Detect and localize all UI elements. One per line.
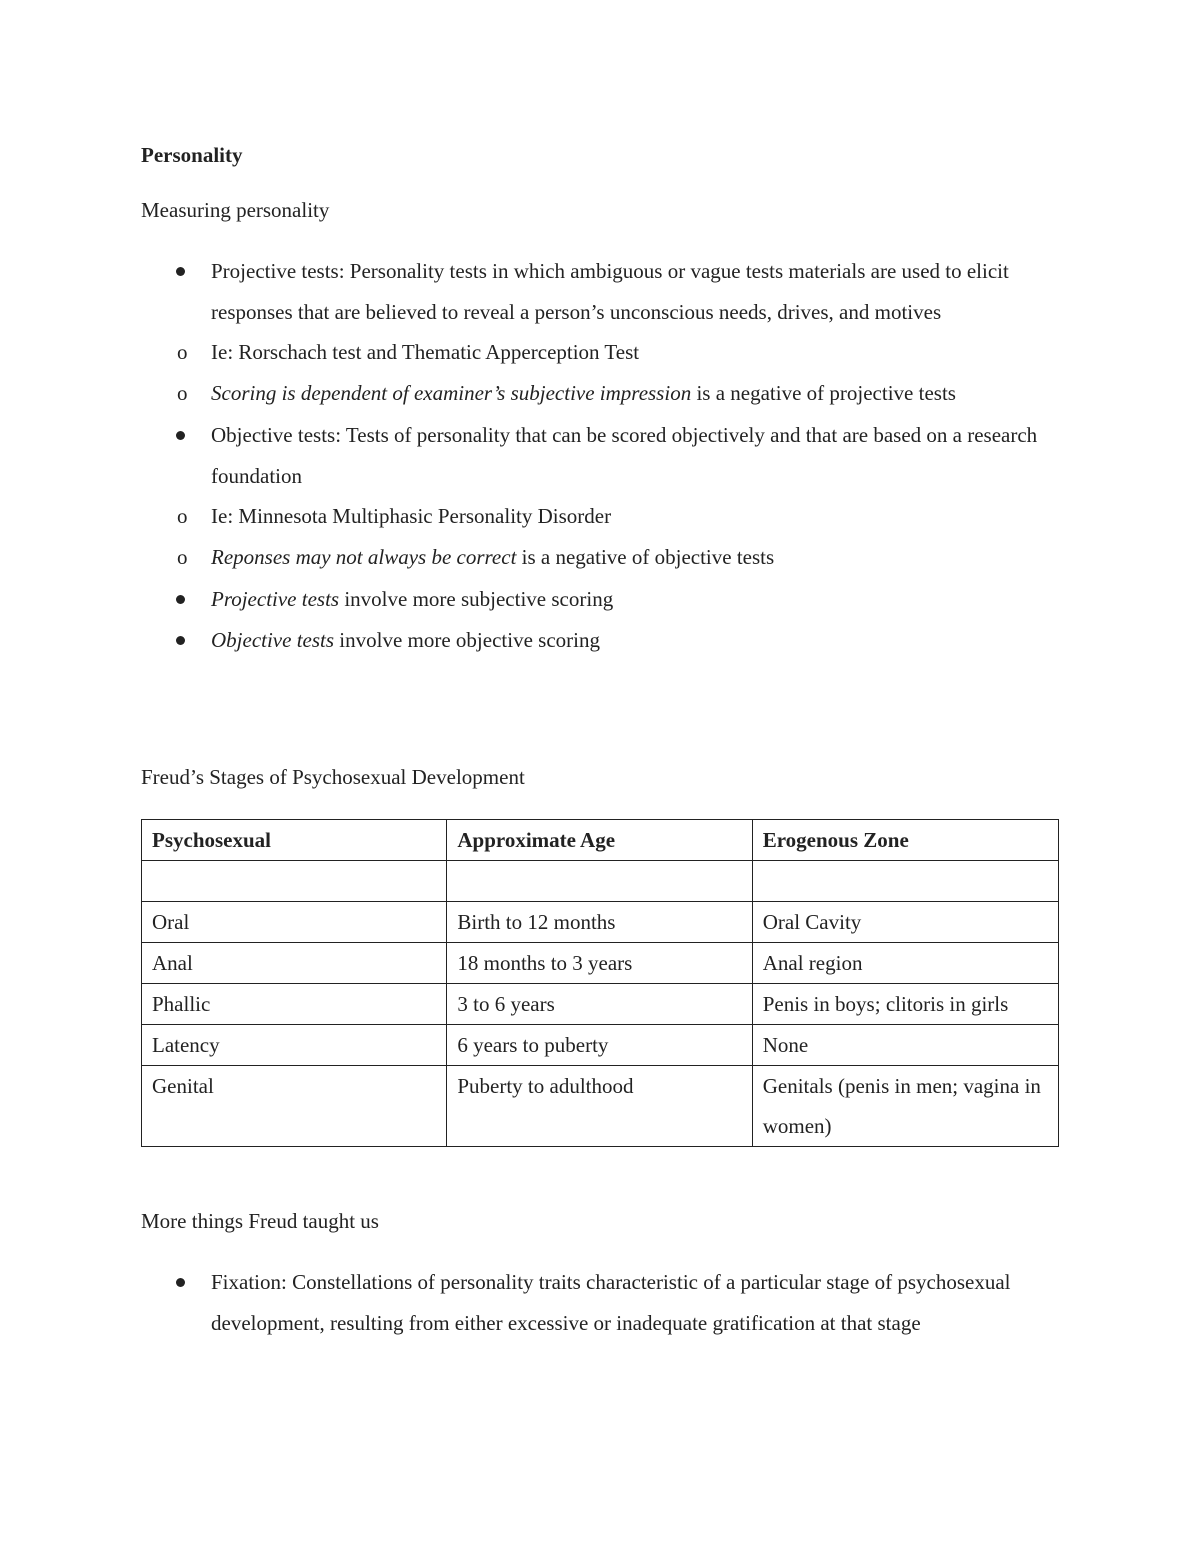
bullet-text: involve more objective scoring (334, 627, 600, 652)
table-cell: 3 to 6 years (447, 984, 752, 1025)
sub-list-item (141, 537, 1061, 578)
table-cell: Genitals (penis in men; vagina in women) (752, 1066, 1058, 1147)
list-item (141, 620, 1061, 661)
bullet-italic: Objective tests (211, 627, 335, 652)
column-header: Approximate Age (447, 820, 752, 861)
sub-list-item (141, 332, 1061, 373)
sub-list-item (141, 373, 1061, 414)
table-cell: Puberty to adulthood (447, 1066, 752, 1147)
table-cell: Penis in boys; clitoris in girls (752, 984, 1058, 1025)
bullet-text: involve more subjective scoring (339, 587, 614, 611)
list-item (141, 251, 1061, 413)
column-header: Erogenous Zone (752, 820, 1058, 861)
measuring-list (141, 251, 1061, 660)
sub-bullet-text: Ie: Rorschach test and Thematic Apperception Test (211, 340, 640, 364)
table-cell: Latency (142, 1025, 447, 1066)
table-cell: 6 years to puberty (447, 1025, 752, 1066)
bullet-text: Projective tests: Personality tests in which ambiguous or vague tests materials are used to elicit responses that are believed to reveal a person’s unconscious needs, drives, and motives (211, 259, 1009, 324)
bullet-text: Objective tests: Tests of personality that can be scored objectively and that are based on a research foundation (211, 423, 1038, 488)
table-header-row (142, 820, 1059, 861)
table-cell (142, 861, 447, 902)
column-header: Psychosexual (142, 820, 447, 861)
table-cell: Phallic (142, 984, 447, 1025)
table-cell (447, 861, 752, 902)
bullet-text: Fixation: Constellations of personality traits characteristic of a particular stage of psychosexual development, resulting from either excessive or inadequate gratification at that stage (211, 1270, 1011, 1335)
bullet-icon (176, 431, 185, 440)
table-cell: Oral (142, 902, 447, 943)
table-row (142, 943, 1059, 984)
bullet-icon (176, 267, 185, 276)
table-cell (752, 861, 1058, 902)
bullet-icon (176, 595, 185, 604)
table-row (142, 1025, 1059, 1066)
circle-bullet-icon: o (177, 504, 188, 528)
bullet-icon (176, 1278, 185, 1287)
bullet-icon (176, 636, 185, 645)
table-cell: 18 months to 3 years (447, 943, 752, 984)
table-cell: Anal (142, 943, 447, 984)
circle-bullet-icon: o (177, 544, 188, 569)
page-title: Personality (141, 143, 243, 167)
sub-bullet-text: is a negative of projective tests (691, 380, 956, 405)
sub-bullet-italic: Reponses may not always be correct (211, 544, 517, 569)
freud-list (141, 1262, 1061, 1343)
table-cell: Birth to 12 months (447, 902, 752, 943)
table-row (142, 902, 1059, 943)
section-heading-freud-stages: Freud’s Stages of Psychosexual Development (141, 765, 525, 789)
table-cell: Genital (142, 1066, 447, 1147)
table-row (142, 984, 1059, 1025)
sub-bullet-text: is a negative of objective tests (516, 544, 775, 569)
table-cell: None (752, 1025, 1058, 1066)
sub-bullet-italic: Scoring is dependent of examiner’s subjective impression (211, 380, 692, 405)
circle-bullet-icon: o (177, 340, 188, 364)
sub-bullet-text: Ie: Minnesota Multiphasic Personality Disorder (211, 504, 612, 528)
table-row (142, 861, 1059, 902)
section-heading-more-freud: More things Freud taught us (141, 1209, 379, 1233)
list-item (141, 1262, 1061, 1343)
psychosexual-stages-table (141, 819, 1059, 1147)
circle-bullet-icon: o (177, 380, 188, 405)
table-row (142, 1066, 1059, 1147)
section-heading-measuring: Measuring personality (141, 198, 330, 222)
list-item (141, 579, 1061, 620)
sub-list-item (141, 496, 1061, 537)
list-item (141, 415, 1061, 577)
table-cell: Anal region (752, 943, 1058, 984)
table-cell: Oral Cavity (752, 902, 1058, 943)
bullet-italic: Projective tests (211, 587, 340, 611)
